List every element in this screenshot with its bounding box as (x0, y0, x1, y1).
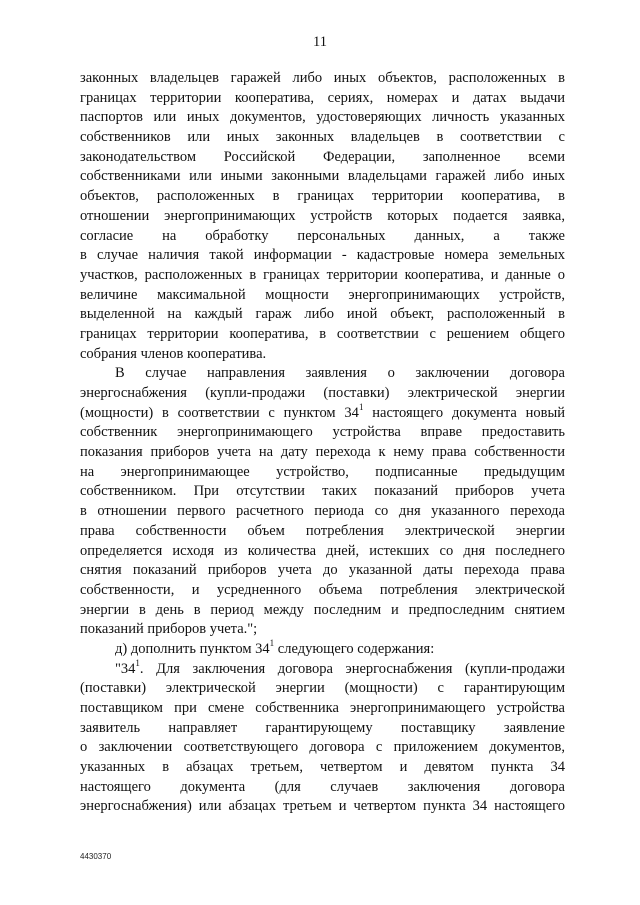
text-fragment: д) дополнить пунктом 34 (115, 640, 270, 657)
text-line: собственности, и усредненного объема потребления электрической (80, 581, 565, 598)
text-line: законных владельцев гаражей либо иных объектов, расположенных в (80, 70, 565, 86)
text-line: энергоснабжения) или абзацах третьем и четвертом пункта 34 настоящего (80, 798, 565, 815)
text-line: собственник энергопринимающего устройства вправе предоставить (80, 424, 565, 441)
superscript: 1 (269, 638, 275, 649)
text-line: участков, расположенных в границах территории кооператива, и данные о (80, 266, 565, 283)
text-line: права собственности объем потребления электрической энергии (80, 522, 565, 539)
text-line: показаний приборов учета."; (80, 621, 258, 638)
text-line (80, 657, 565, 680)
text-line: В случае направления заявления о заключении договора (115, 365, 565, 382)
text-line: величине максимальной мощности энергопринимающих устройств, (80, 286, 565, 303)
text-line: согласие на обработку персональных данных, а также (80, 227, 565, 244)
text-line (80, 401, 565, 424)
text-line: границах территории кооператива, сериях, номерах и датах выдачи (80, 89, 565, 106)
text-fragment: . Для заключения договора энергоснабжения (купли-продажи (139, 660, 565, 677)
text-fragment: "34 (115, 660, 136, 677)
text-line: собственниками или иными законными владельцами гаражей либо иных (80, 168, 565, 185)
text-line: (поставки) электрической энергии (мощности) с гарантирующим (80, 680, 565, 697)
text-line: показания приборов учета на дату перехода к нему права собственности (80, 444, 565, 461)
text-line (80, 640, 565, 660)
text-line: собрания членов кооператива. (80, 345, 267, 362)
text-line: в отношении первого расчетного периода со дня указанного перехода (80, 503, 565, 520)
document-code: 4430370 (80, 852, 112, 861)
text-line: снятия показаний приборов учета до указанной даты перехода права (80, 562, 565, 579)
text-fragment: (мощности) в соответствии с пунктом 34 (80, 404, 359, 421)
text-line: настоящего документа (для случаев заключения договора (80, 778, 565, 795)
text-line: паспортов или иных документов, удостоверяющих личность указанных (80, 109, 565, 126)
text-fragment: следующего содержания: (274, 640, 435, 657)
text-line: собственником. При отсутствии таких показаний приборов учета (80, 483, 565, 500)
text-line: законодательством Российской Федерации, заполненное всеми (80, 148, 565, 165)
text-line: определяется исходя из количества дней, истекших со дня последнего (80, 542, 565, 559)
text-line: поставщиком при смене собственника энергопринимающего устройства (80, 700, 565, 716)
text-line: собственников или иных законных владельцев в соответствии с (80, 129, 565, 146)
text-line: указанных в абзацах третьем, четвертом и девятом пункта 34 (80, 759, 565, 776)
text-line: в случае наличия такой информации - кадастровые номера земельных (80, 247, 565, 264)
document-body (80, 69, 565, 817)
text-line: о заключении соответствующего договора с приложением документов, (80, 739, 565, 756)
text-line: отношении энергопринимающих устройств которых подается заявка, (80, 207, 565, 224)
text-fragment: настоящего документа новый (363, 404, 565, 421)
text-line: энергии в день в период между последним и предпоследним снятием (80, 601, 565, 618)
page-number: 11 (313, 34, 327, 50)
superscript: 1 (135, 657, 140, 668)
superscript: 1 (358, 401, 364, 412)
text-line: выделенной на каждый гараж либо иной объект, расположенный в (80, 306, 565, 323)
text-line: на энергопринимающее устройство, подписанные предыдущим (80, 463, 565, 480)
text-line: границах территории кооператива, в соответствии с решением общего (80, 325, 565, 342)
text-line: заявитель направляет гарантирующему поставщику заявление (80, 719, 565, 736)
text-line: объектов, расположенных в границах территории кооператива, в (80, 188, 565, 205)
text-line: энергоснабжения (купли-продажи (поставки) электрической энергии (80, 385, 565, 401)
